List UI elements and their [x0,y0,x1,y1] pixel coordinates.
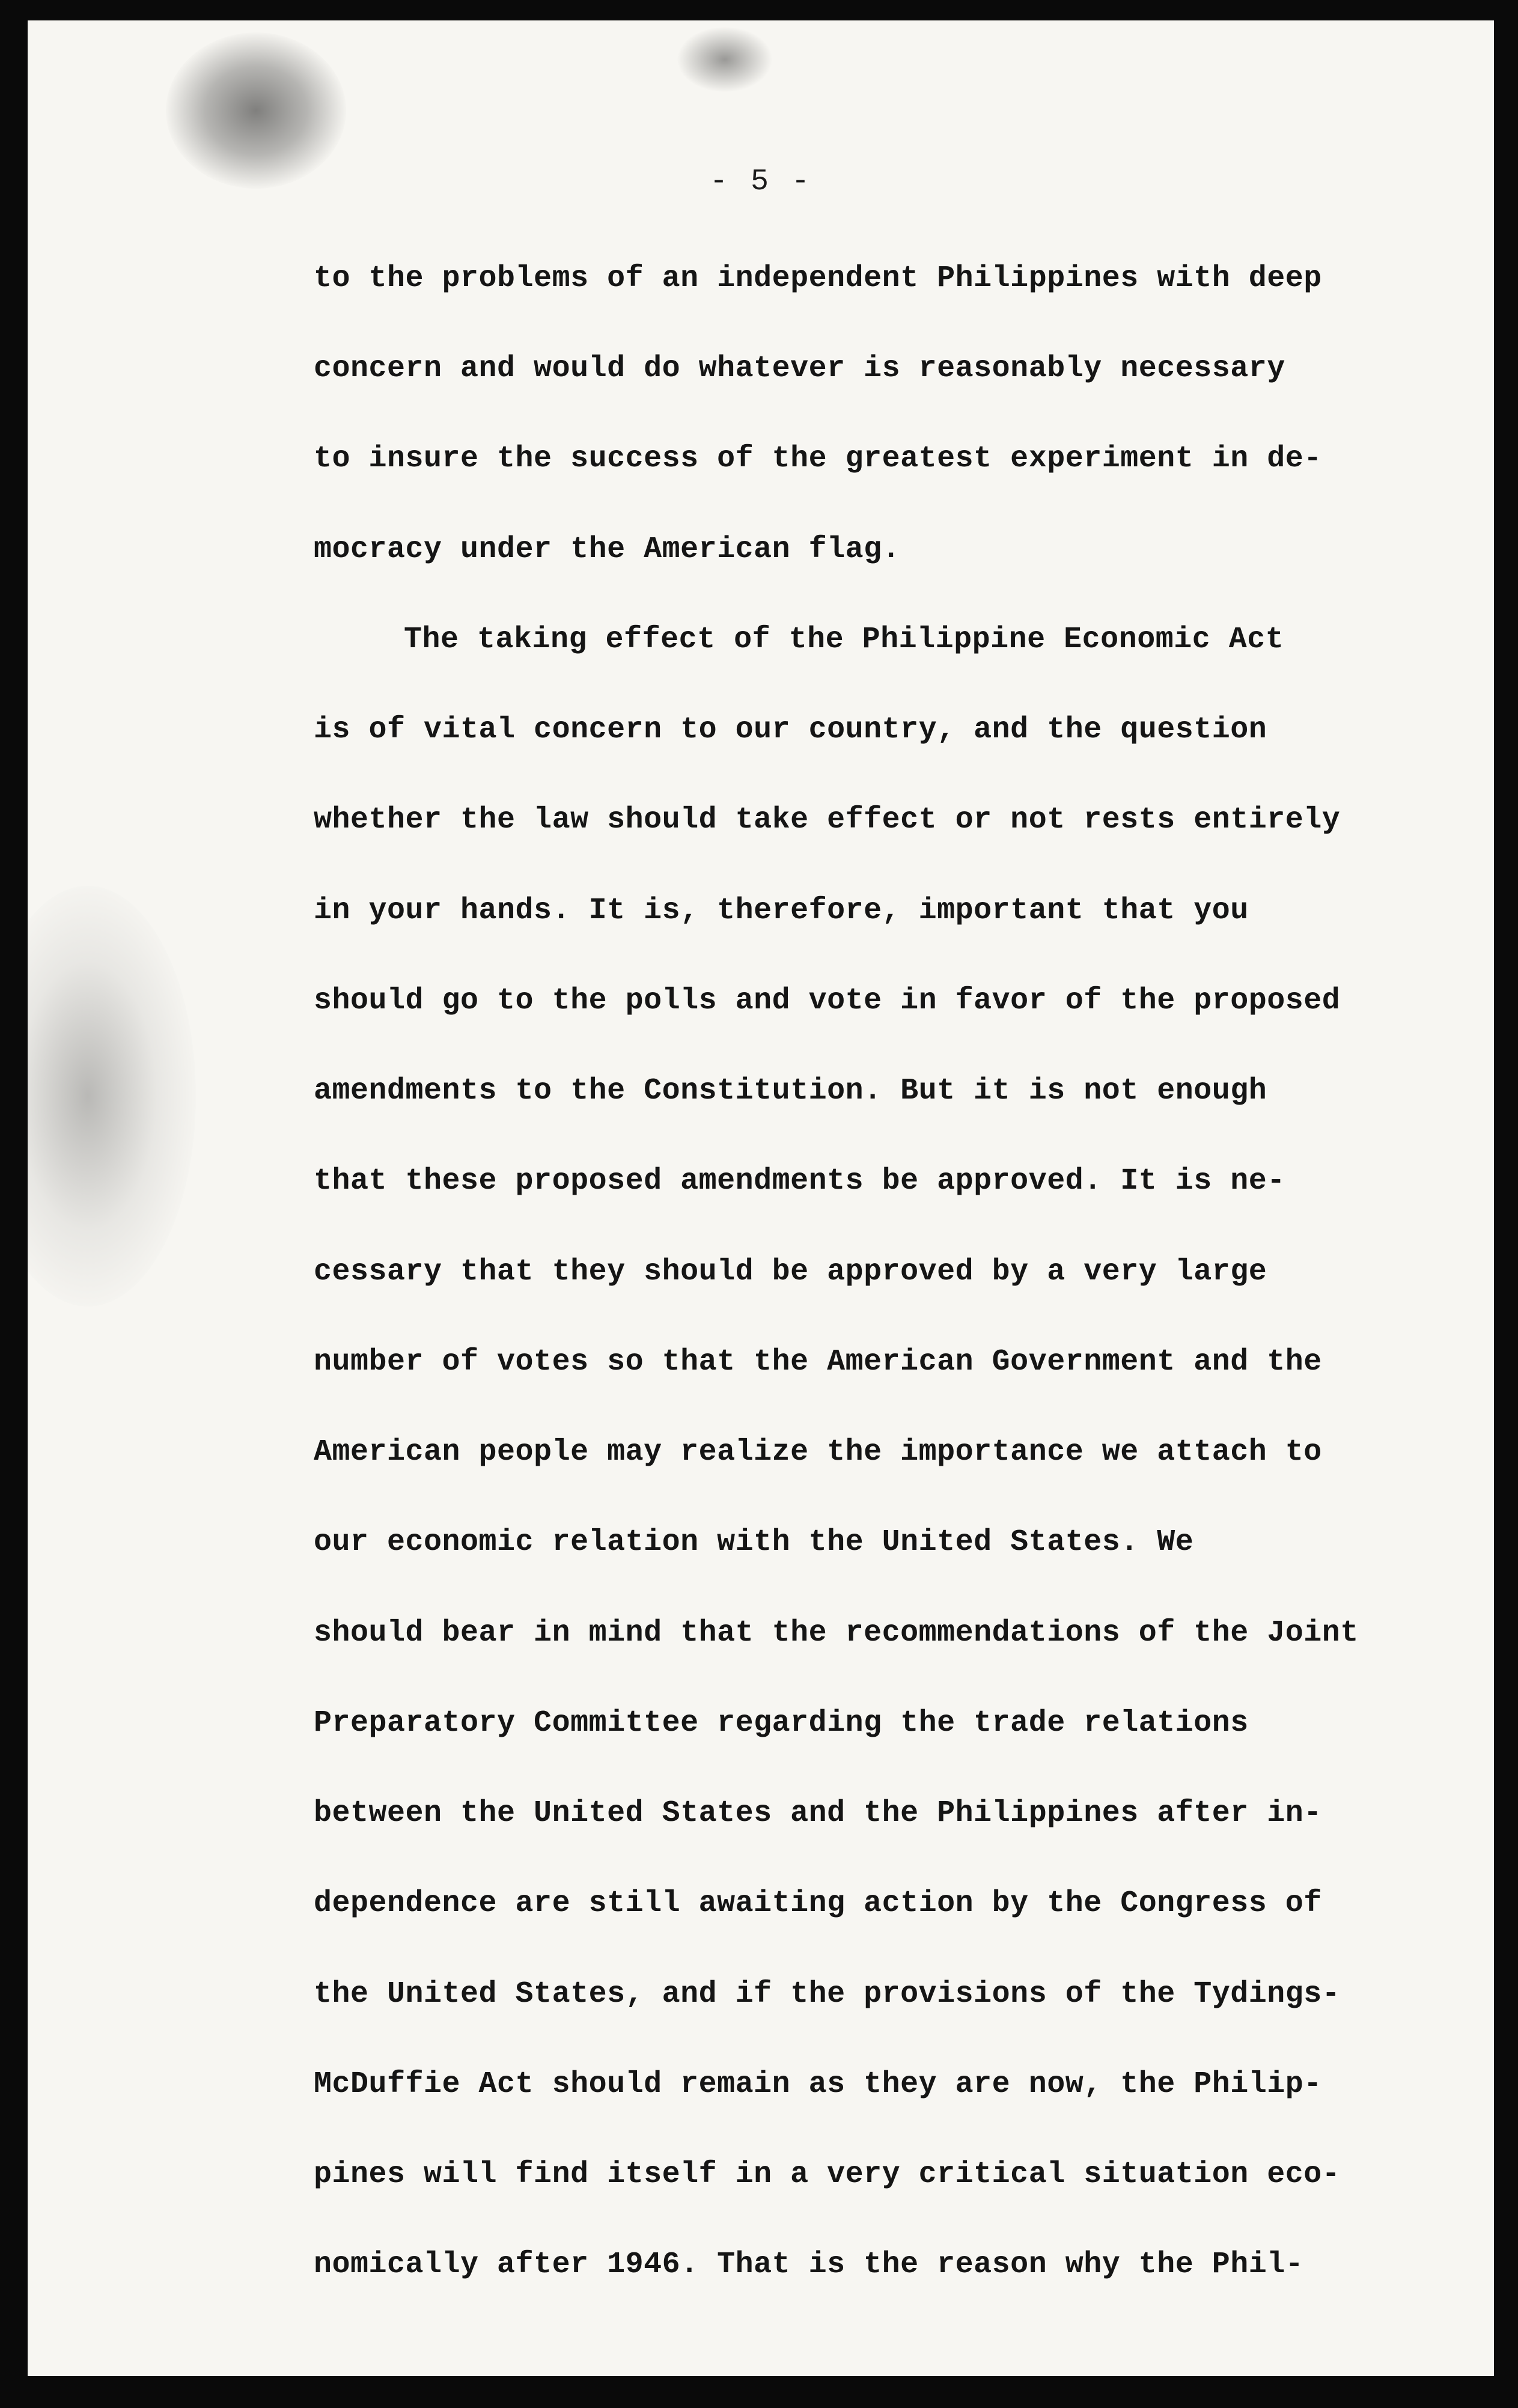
text-line: McDuffie Act should remain as they are now, the Philip- [314,2067,1322,2102]
text-line: should go to the polls and vote in favor of the proposed [314,984,1341,1018]
text-line: concern and would do whatever is reasonably necessary [314,352,1285,386]
text-line: in your hands. It is, therefore, important that you [314,894,1249,928]
text-line: number of votes so that the American Government and the [314,1345,1322,1379]
page-number: - 5 - [709,165,812,199]
document-page [28,20,1494,2376]
text-line: to insure the success of the greatest experiment in de- [314,442,1322,476]
text-line: nomically after 1946. That is the reason why the Phil- [314,2248,1304,2282]
text-line: between the United States and the Philippines after in- [314,1796,1322,1830]
body-text [28,20,1494,2376]
text-line: dependence are still awaiting action by the Congress of [314,1886,1322,1921]
text-line: our economic relation with the United States. We [314,1525,1194,1559]
text-line: whether the law should take effect or not rests entirely [314,803,1341,837]
text-line: Preparatory Committee regarding the trade relations [314,1706,1249,1740]
text-line: cessary that they should be approved by a very large [314,1255,1267,1289]
text-line: American people may realize the importance we attach to [314,1435,1322,1469]
text-line: to the problems of an independent Philippines with deep [314,261,1322,296]
text-line: is of vital concern to our country, and the question [314,713,1267,747]
text-line: The taking effect of the Philippine Economic Act [404,623,1284,657]
text-line: that these proposed amendments be approved. It is ne- [314,1164,1285,1198]
text-line: mocracy under the American flag. [314,532,901,567]
text-line: pines will find itself in a very critical situation eco- [314,2157,1341,2192]
text-line: amendments to the Constitution. But it is not enough [314,1074,1267,1108]
text-line: should bear in mind that the recommendations of the Joint [314,1616,1359,1650]
text-line: the United States, and if the provisions of the Tydings- [314,1977,1341,2011]
